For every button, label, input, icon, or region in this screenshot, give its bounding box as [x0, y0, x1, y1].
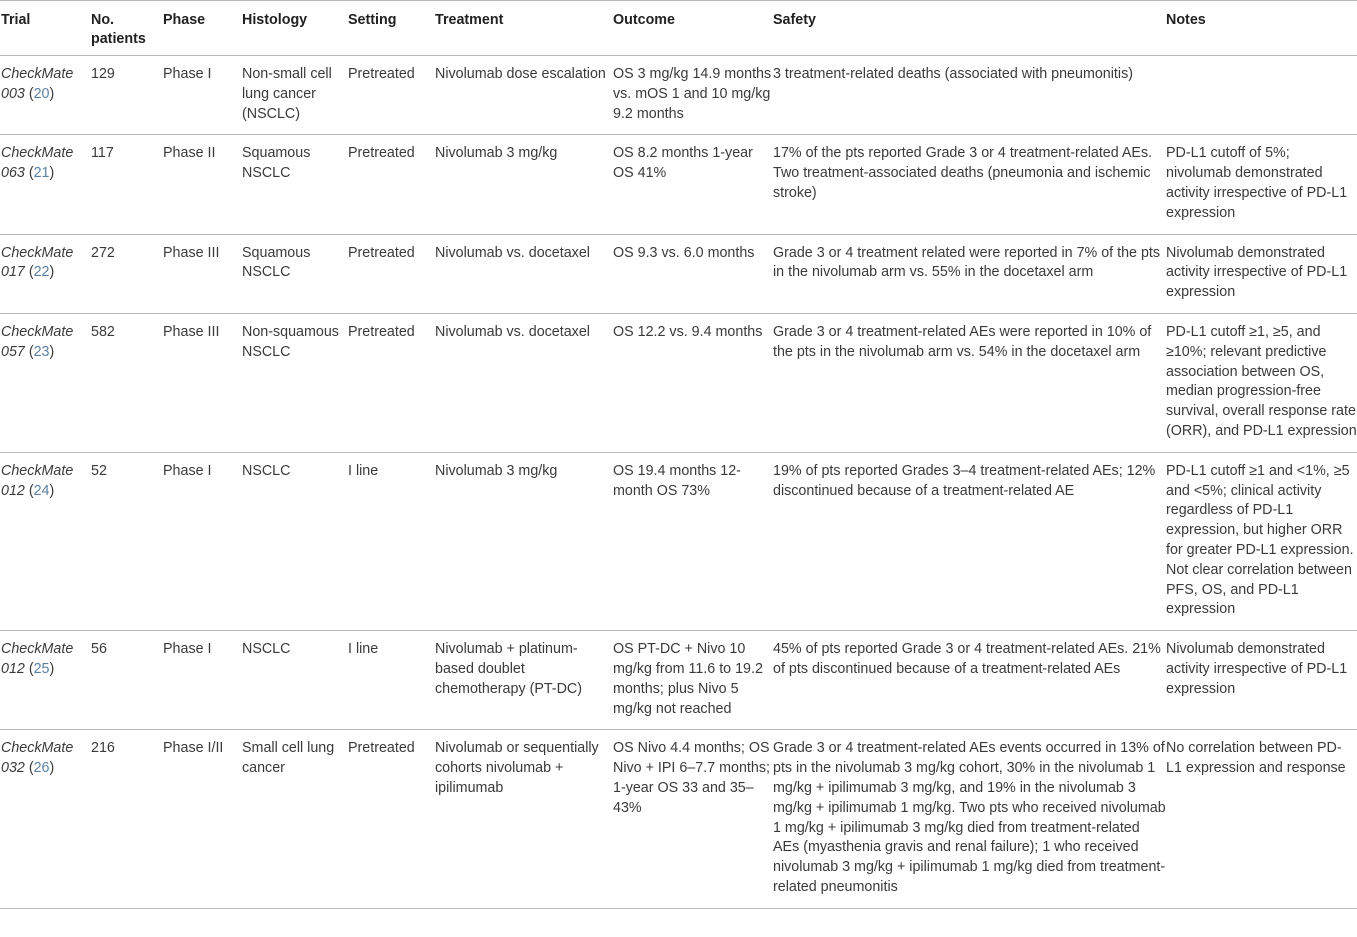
cell-safety: Grade 3 or 4 treatment-related AEs events occurred in 13% of pts in the nivolumab 3 mg/kg cohort, 30% in the nivolumab 1 mg/kg + ipilimumab 3 mg/kg, and 19% in the nivolumab 3 mg/kg + ipilimumab 1 mg/kg. Two pts who received nivolumab 1 mg/kg + ipilimumab 3 mg/kg died from treatment-related AEs (myasthenia gravis and renal failure); 1 who received nivolumab 3 mg/kg + ipilimumab 1 mg/kg died from treatment-related pneumonitis — [773, 730, 1166, 908]
cell-notes: PD-L1 cutoff of 5%; nivolumab demonstrated activity irrespective of PD-L1 expression — [1166, 135, 1357, 234]
trial-number: 057 — [1, 343, 25, 360]
header-patients-line1: No. — [91, 12, 115, 28]
cell-histology: Small cell lung cancer — [242, 730, 348, 908]
cell-outcome: OS 19.4 months 12-month OS 73% — [613, 452, 773, 630]
cell-safety: Grade 3 or 4 treatment related were reported in 7% of the pts in the nivolumab arm vs. 55% in the docetaxel arm — [773, 234, 1166, 313]
cell-setting: Pretreated — [348, 730, 435, 908]
header-safety: Safety — [773, 1, 1166, 56]
header-row — [0, 1, 1357, 56]
table-row — [0, 631, 1357, 730]
trial-number: 063 — [1, 165, 25, 182]
cell-outcome: OS PT-DC + Nivo 10 mg/kg from 11.6 to 19.2 months; plus Nivo 5 mg/kg not reached — [613, 631, 773, 730]
trial-name: CheckMate — [1, 323, 74, 340]
cell-treatment: Nivolumab 3 mg/kg — [435, 135, 613, 234]
cell-notes — [1166, 56, 1357, 135]
trial-name: CheckMate — [1, 244, 74, 261]
trial-number: 003 — [1, 85, 25, 102]
cell-outcome: OS 9.3 vs. 6.0 months — [613, 234, 773, 313]
table-row — [0, 313, 1357, 452]
header-trial: Trial — [0, 1, 91, 56]
cell-treatment: Nivolumab or sequentially cohorts nivolumab + ipilimumab — [435, 730, 613, 908]
cell-treatment: Nivolumab + platinum-based doublet chemotherapy (PT-DC) — [435, 631, 613, 730]
cell-setting: Pretreated — [348, 56, 435, 135]
cell-treatment: Nivolumab vs. docetaxel — [435, 313, 613, 452]
cell-histology: Squamous NSCLC — [242, 234, 348, 313]
cell-safety: 45% of pts reported Grade 3 or 4 treatment-related AEs. 21% of pts discontinued because of a treatment-related AEs — [773, 631, 1166, 730]
cell-setting: Pretreated — [348, 234, 435, 313]
trial-number: 017 — [1, 264, 25, 281]
cell-treatment: Nivolumab 3 mg/kg — [435, 452, 613, 630]
cell-notes: Nivolumab demonstrated activity irrespective of PD-L1 expression — [1166, 631, 1357, 730]
cell-patients: 272 — [91, 234, 163, 313]
cell-histology: NSCLC — [242, 452, 348, 630]
reference-link[interactable]: 23 — [33, 343, 50, 360]
reference-link[interactable]: 24 — [33, 482, 50, 499]
reference-link[interactable]: 20 — [33, 85, 50, 102]
reference-link[interactable]: 22 — [33, 264, 50, 281]
cell-notes: Nivolumab demonstrated activity irrespective of PD-L1 expression — [1166, 234, 1357, 313]
cell-phase: Phase I/II — [163, 730, 242, 908]
cell-treatment: Nivolumab dose escalation — [435, 56, 613, 135]
cell-setting: Pretreated — [348, 313, 435, 452]
cell-setting: I line — [348, 631, 435, 730]
table-row — [0, 135, 1357, 234]
cell-trial: CheckMate 017 (22) — [0, 234, 91, 313]
header-treatment: Treatment — [435, 1, 613, 56]
table-body — [0, 56, 1357, 909]
header-phase: Phase — [163, 1, 242, 56]
header-outcome: Outcome — [613, 1, 773, 56]
cell-outcome: OS Nivo 4.4 months; OS Nivo + IPI 6–7.7 months; 1-year OS 33 and 35–43% — [613, 730, 773, 908]
cell-notes: PD-L1 cutoff ≥1 and <1%, ≥5 and <5%; clinical activity regardless of PD-L1 expression, but higher ORR for greater PD-L1 expression. Not clear correlation between PFS, OS, and PD-L1 expression — [1166, 452, 1357, 630]
cell-trial: CheckMate 012 (25) — [0, 631, 91, 730]
cell-phase: Phase III — [163, 234, 242, 313]
cell-histology: Non-squamous NSCLC — [242, 313, 348, 452]
header-patients — [91, 1, 163, 56]
cell-patients: 129 — [91, 56, 163, 135]
cell-trial: CheckMate 003 (20) — [0, 56, 91, 135]
header-setting: Setting — [348, 1, 435, 56]
cell-safety: 19% of pts reported Grades 3–4 treatment-related AEs; 12% discontinued because of a treatment-related AE — [773, 452, 1166, 630]
cell-phase: Phase I — [163, 631, 242, 730]
header-notes: Notes — [1166, 1, 1357, 56]
cell-notes: No correlation between PD-L1 expression and response — [1166, 730, 1357, 908]
cell-patients: 117 — [91, 135, 163, 234]
cell-histology: Squamous NSCLC — [242, 135, 348, 234]
trial-name: CheckMate — [1, 641, 74, 658]
trial-number: 012 — [1, 482, 25, 499]
cell-notes: PD-L1 cutoff ≥1, ≥5, and ≥10%; relevant predictive association between OS, median progression-free survival, overall response rate (ORR), and PD-L1 expression — [1166, 313, 1357, 452]
trial-name: CheckMate — [1, 462, 74, 479]
table-row — [0, 452, 1357, 630]
cell-safety: 3 treatment-related deaths (associated with pneumonitis) — [773, 56, 1166, 135]
cell-safety: 17% of the pts reported Grade 3 or 4 treatment-related AEs. Two treatment-associated deaths (pneumonia and ischemic stroke) — [773, 135, 1166, 234]
table-row — [0, 56, 1357, 135]
cell-outcome: OS 3 mg/kg 14.9 months vs. mOS 1 and 10 mg/kg 9.2 months — [613, 56, 773, 135]
cell-setting: I line — [348, 452, 435, 630]
cell-trial: CheckMate 063 (21) — [0, 135, 91, 234]
trial-name: CheckMate — [1, 66, 74, 82]
cell-outcome: OS 8.2 months 1-year OS 41% — [613, 135, 773, 234]
cell-histology: NSCLC — [242, 631, 348, 730]
cell-trial: CheckMate 057 (23) — [0, 313, 91, 452]
cell-treatment: Nivolumab vs. docetaxel — [435, 234, 613, 313]
table-row — [0, 730, 1357, 908]
cell-setting: Pretreated — [348, 135, 435, 234]
cell-phase: Phase III — [163, 313, 242, 452]
trial-number: 012 — [1, 660, 25, 677]
trial-name: CheckMate — [1, 145, 74, 162]
cell-patients: 582 — [91, 313, 163, 452]
cell-outcome: OS 12.2 vs. 9.4 months — [613, 313, 773, 452]
cell-phase: Phase I — [163, 452, 242, 630]
trial-number: 032 — [1, 760, 25, 777]
cell-patients: 216 — [91, 730, 163, 908]
reference-link[interactable]: 26 — [33, 760, 50, 777]
cell-phase: Phase II — [163, 135, 242, 234]
cell-trial: CheckMate 012 (24) — [0, 452, 91, 630]
cell-patients: 56 — [91, 631, 163, 730]
cell-safety: Grade 3 or 4 treatment-related AEs were reported in 10% of the pts in the nivolumab arm vs. 54% in the docetaxel arm — [773, 313, 1166, 452]
trial-name: CheckMate — [1, 740, 74, 757]
reference-link[interactable]: 25 — [33, 660, 50, 677]
cell-phase: Phase I — [163, 56, 242, 135]
cell-patients: 52 — [91, 452, 163, 630]
header-patients-line2: patients — [91, 31, 146, 47]
reference-link[interactable]: 21 — [33, 165, 50, 182]
cell-histology: Non-small cell lung cancer (NSCLC) — [242, 56, 348, 135]
header-histology: Histology — [242, 1, 348, 56]
table-row — [0, 234, 1357, 313]
cell-trial: CheckMate 032 (26) — [0, 730, 91, 908]
